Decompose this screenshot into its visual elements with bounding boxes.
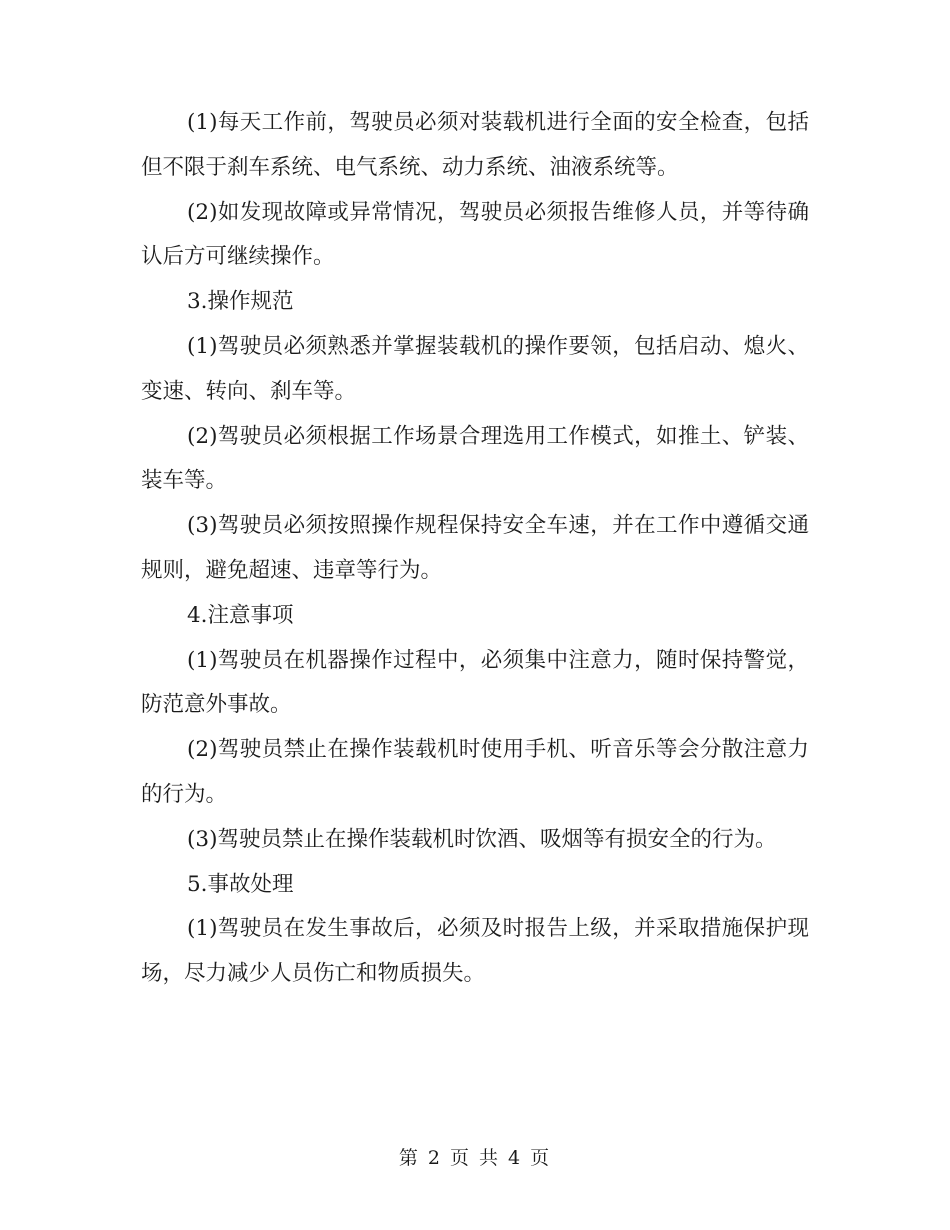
paragraph-fault-report: (2)如发现故障或异常情况，驾驶员必须报告维修人员，并等待确认后方可继续操作。 bbox=[141, 199, 809, 270]
paragraph-operation-1: (1)驾驶员必须熟悉并掌握装载机的操作要领，包括启动、熄火、变速、转向、刹车等。 bbox=[141, 333, 809, 404]
document-body bbox=[141, 101, 809, 997]
paragraph-notes-3: (3)驾驶员禁止在操作装载机时饮酒、吸烟等有损安全的行为。 bbox=[187, 826, 777, 852]
section-heading-notes: 4.注意事项 bbox=[187, 602, 294, 628]
paragraph-accident-1: (1)驾驶员在发生事故后，必须及时报告上级，并采取措施保护现场，尽力减少人员伤亡和物质损失。 bbox=[141, 916, 809, 987]
paragraph-inspection-daily: (1)每天工作前，驾驶员必须对装载机进行全面的安全检查，包括但不限于刹车系统、电气系统、动力系统、油液系统等。 bbox=[141, 110, 809, 180]
paragraph-operation-3: (3)驾驶员必须按照操作规程保持安全车速，并在工作中遵循交通规则，避免超速、违章等行为。 bbox=[141, 513, 809, 583]
page-number-footer: 第 2 页 共 4 页 bbox=[398, 1147, 552, 1169]
paragraph-notes-1: (1)驾驶员在机器操作过程中，必须集中注意力，随时保持警觉，防范意外事故。 bbox=[141, 647, 809, 718]
section-heading-accident: 5.事故处理 bbox=[187, 871, 294, 897]
paragraph-notes-2: (2)驾驶员禁止在操作装载机时使用手机、听音乐等会分散注意力的行为。 bbox=[141, 737, 809, 807]
section-heading-operation: 3.操作规范 bbox=[187, 289, 294, 315]
paragraph-operation-2: (2)驾驶员必须根据工作场景合理选用工作模式，如推土、铲装、装车等。 bbox=[141, 423, 809, 494]
